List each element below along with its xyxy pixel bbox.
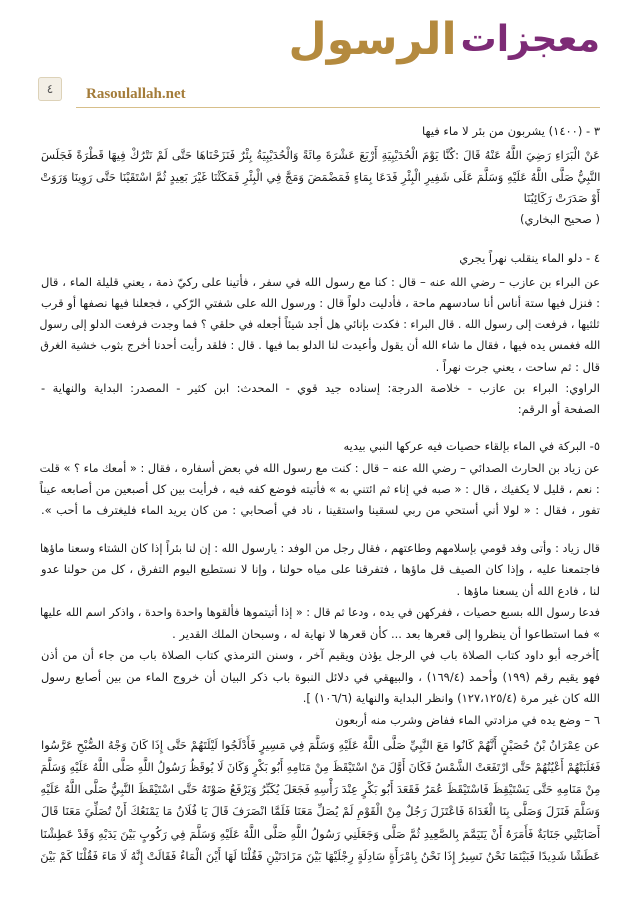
source-citation: ( صحيح البخاري) [519, 212, 600, 226]
site-logo [289, 14, 600, 66]
text-line: وَسَلَّمَ فَنَزَلَ وَصَلَّى بِنَا الْغَدَاةَ فَاعْتَزَلَ رَجُلٌ مِنْ الْقَوْمِ لَمْ يُصَلِّ مَعَنَا فَلَمَّا انْصَرَفَ قَالَ يَا فُلَانُ مَا يَمْنَعُكَ أَنْ تُصَلِّيَ مَعَنَا قَالَ [41, 804, 600, 818]
text-line: : فنزل فيها ستة أناس أنا سادسهم ماحة ، فأدليت دلواً قال : ورسول الله على شفتي الرّكي ، فجعلنا فيها نصفها أو قرب [40, 296, 600, 310]
text-line: مِنْ مَنَامِهِ حَتَّى يَسْتَيْقِظَ فَاسْتَيْقَظَ عُمَرُ فَقَعَدَ أَبُو بَكْرٍ عِنْدَ رَأْسِهِ فَجَعَلَ يُكَبِّرُ وَيَرْفَعُ صَوْتَهُ حَتَّى اسْتَيْقَظَ النَّبِيُّ صَلَّى اللَّهُ عَلَيْهِ [40, 782, 600, 796]
section-4-page-ref [38, 397, 600, 421]
logo-word-miracles: معجزات [460, 19, 600, 60]
text-line: فاجتمعنا عليه ، وإذا كان الصيف قل ماؤها ، فتفرقنا على مياه حولنا ، وإنا لا نستطيع اليوم التفرق ، كل من حولنا عدو [40, 562, 600, 576]
reference-text: ]أخرجه أبو داود كتاب الصلاة باب في الرجل يؤذن ويقيم آخر ، وسنن الترمذي كتاب الصلاة باب من جاء أن من أذن [41, 648, 600, 662]
text-line: عن عِمْرَانُ بْنُ حُصَيْنٍ أَنَّهُمْ كَانُوا مَعَ النَّبِيِّ صَلَّى اللَّهُ عَلَيْهِ وَسَلَّمَ فِي مَسِيرٍ فَأَدْلَجُوا لَيْلَتَهُمْ حَتَّى إِذَا كَانَ وَجْهُ الصُّبْحِ عَرَّسُوا [41, 738, 600, 752]
logo-word-messenger: الرسول [288, 14, 457, 65]
text-line: قال : ثم ساحت ، يعني جرت نهراً . [435, 360, 600, 374]
section-6-title-text: ٦ – وضع يده في مزادتي الماء ففاض وشرب منه أربعون [335, 713, 600, 727]
text-line: عَنْ الْبَرَاءِ رَضِيَ اللَّهُ عَنْهُ قَالَ :كُنَّا يَوْمَ الْحُدَيْبِيَةِ أَرْبَعَ عَشْرَةَ مِائَةً وَالْحُدَيْبِيَةُ بِئْرٌ فَنَزَحْنَاهَا حَتَّى لَمْ نَتْرُكْ فِيهَا قَطْرَةً فَجَلَسَ [41, 148, 600, 162]
text-line: عَطَشًا شَدِيدًا فَبَيْنَمَا نَحْنُ نَسِيرُ إِذَا نَحْنُ بِامْرَأَةٍ سَادِلَةٍ رِجْلَيْهَا بَيْنَ مَزَادَتَيْنِ فَقُلْنَا لَهَا أَيْنَ الْمَاءُ فَقَالَتْ إِنَّهُ لَا مَاءَ فَقُلْنَا كَمْ بَيْنَ [40, 849, 600, 863]
text-line: ثلثيها ، فرفعت إلى رسول الله . قال البراء : فكدت بإنائي هل أجد شيئاً أجعله في حلقي ؟ فما وجدت فرفعت الدلو إلى رسول [39, 317, 600, 331]
section-6-line-2 [38, 755, 600, 779]
text-line: » فما استطاعوا أن ينظروا إلى قعرها بعد ... كأن قعرها لا نهاية له ، وسبحان الملك القدير . [172, 627, 600, 641]
text-line: الله فغمس يده فيها ، فقال ما شاء الله أن يقول وأعيدت لنا الدلو بما فيها . قال : فلقد رأيت أحدنا أخرج بثوب خشية الغرق [39, 338, 600, 352]
section-6-line-5 [38, 822, 600, 846]
section-3-title [38, 119, 600, 143]
text-line: فدعا رسول الله بسبع حصيات ، ففركهن في يده ، ودعا ثم قال : « إذا أتيتموها فألقوها واحدة واحدة ، واذكر اسم الله عليها [39, 605, 600, 619]
text-line: قال زياد : وأتى وفد قومي بإسلامهم وطاعتهم ، فقال رجل من الوفد : يارسول الله : إن لنا بئراً إذا كان الشتاء وسعنا ماؤها [39, 541, 600, 555]
section-5-para2-line-4 [38, 600, 600, 624]
section-5-title-text: ٥- البركة في الماء بإلقاء حصيات فيه عركها النبي بيديه [343, 439, 600, 453]
text-line: عن زياد بن الحارث الصدائي – رضي الله عنه – قال : كنت مع رسول الله في بعض أسفاره ، فقال : « أمعك ماء ؟ » قلت [39, 461, 600, 475]
section-5-reference-line-1 [38, 643, 600, 667]
site-name: Rasoulallah.net [86, 86, 186, 102]
text-line: أَصَابَتْنِي جَنَابَةٌ فَأَمَرَهُ أَنْ يَتَيَمَّمَ بِالصَّعِيدِ ثُمَّ صَلَّى وَجَعَلَنِي رَسُولُ اللَّهِ صَلَّى اللَّهُ عَلَيْهِ وَسَلَّمَ فِي رَكُوبٍ بَيْنَ يَدَيْهِ وَقَدْ عَطِشْنَا [40, 827, 600, 841]
section-5-para2-line-2 [38, 557, 600, 581]
text-line: : نعم ، قليل لا يكفيك ، قال : « صبه في إناء ثم ائتني به » فأتيته فوضع كفه فيه ، فرأيت بين كل أصبعين من أصابعه عيناً [39, 482, 600, 496]
text-line: تفور ، فقال : « لولا أني أستحي من ربي لسقينا واستقينا ، ناد في أصحابي : من كان يريد الماء فليغترف ما أحب ». [41, 503, 600, 517]
narrator-info: الراوي: البراء بن عازب - خلاصة الدرجة: إسناده جيد قوي - المحدث: ابن كثير - المصدر: البداية والنهاية - [40, 381, 600, 395]
page-number: ٤ [38, 77, 62, 101]
section-4-title-text: ٤ - دلو الماء ينقلب نهراً يجري [459, 251, 600, 265]
section-3-line-1 [38, 143, 600, 167]
page-reference: الصفحة أو الرقم: [517, 402, 600, 416]
text-line: النَّبِيُّ صَلَّى اللَّهُ عَلَيْهِ وَسَلَّمَ عَلَى شَفِيرِ الْبِئْرِ فَدَعَا بِمَاءٍ فَمَضْمَضَ وَمَجَّ فِي الْبِئْرِ فَمَكَثْنَا غَيْرَ بَعِيدٍ ثُمَّ اسْتَقَيْنَا حَتَّى رَوِينَا وَرَوَتْ [39, 170, 600, 184]
header-divider [76, 107, 600, 108]
section-6-line-6 [38, 844, 600, 868]
reference-text: الله كان غير مرة (١٢٧،١٢٥/٤) وانظر البداية والنهاية (١٠٦/٦) ]. [302, 691, 600, 705]
section-4-line-4 [38, 333, 600, 357]
reference-text: فهو يقيم رقم (١٩٩) وأحمد (١٦٩/٤) ، والبيهقي في دلائل النبوة باب ذكر البيان أن خروج الماء من بين أصابع رسول [41, 670, 600, 684]
section-3-source [38, 207, 600, 231]
section-3-title-text: ٣ - (١٤٠٠) يشربون من بئر لا ماء فيها [421, 124, 600, 138]
text-line: عن البراء بن عازب – رضي الله عنه – قال : كنا مع رسول الله في سفر ، فأتينا على ركيّ ذمة ، يعني قليلة الماء ، قال [41, 275, 600, 289]
section-6-line-4 [38, 799, 600, 823]
section-6-title [38, 708, 600, 732]
section-5-title [38, 434, 600, 458]
text-line: أَوْ صَدَرَتْ رَكَائِبُنَا [523, 191, 600, 205]
section-5-reference-line-3 [38, 686, 600, 710]
section-6-line-3 [38, 777, 600, 801]
text-line: لنا ، فادع الله أن يسعنا ماؤها . [456, 584, 600, 598]
text-line: فَغَلَبَتْهُمْ أَعْيُنُهُمْ حَتَّى ارْتَفَعَتْ الشَّمْسُ فَكَانَ أَوَّلَ مَنْ اسْتَيْقَظَ مِنْ مَنَامِهِ أَبُو بَكْرٍ وَكَانَ لَا يُوقَظُ رَسُولُ اللَّهِ صَلَّى اللَّهُ عَلَيْهِ وَسَلَّمَ [39, 760, 600, 774]
section-6-line-1 [38, 733, 600, 757]
section-4-title [38, 246, 600, 270]
section-5-line-3 [38, 498, 600, 522]
